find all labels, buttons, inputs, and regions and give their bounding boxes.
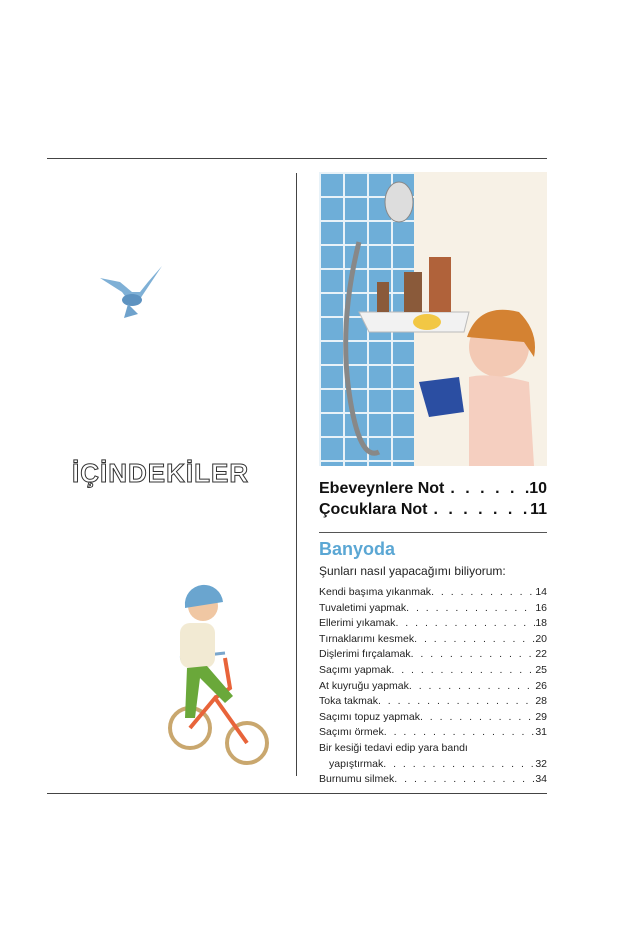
toc-entry[interactable]: [319, 679, 547, 695]
dot-leader: [409, 679, 535, 695]
entry-label: Tırnaklarımı kesmek: [319, 632, 415, 645]
entry-page: 34: [535, 773, 547, 786]
column-divider: [296, 173, 297, 776]
entry-label: Toka takmak: [319, 695, 378, 708]
entry-page: 22: [535, 648, 547, 661]
entry-page: 29: [535, 710, 547, 723]
entry-page: 26: [535, 679, 547, 692]
dot-leader: [406, 601, 535, 617]
entry-page: 10: [529, 480, 547, 497]
toc-entry[interactable]: [319, 725, 547, 741]
toc-entry[interactable]: [319, 772, 547, 788]
section-divider: [319, 532, 547, 533]
page-title: İÇİNDEKİLER: [72, 458, 250, 488]
toc-entry[interactable]: [319, 585, 547, 601]
entry-label: Ellerimi yıkamak: [319, 617, 396, 630]
toc-entry[interactable]: [319, 647, 547, 663]
section-title: Banyoda: [319, 539, 396, 559]
entry-label: Çocuklara Not: [319, 501, 428, 518]
entry-label: Burnumu silmek: [319, 773, 395, 786]
entry-label: Saçımı örmek: [319, 726, 384, 739]
toc-list: [319, 585, 547, 788]
toc-entry[interactable]: [319, 601, 547, 617]
boy-on-bike-illustration: [165, 578, 275, 778]
toc-entry[interactable]: [319, 616, 547, 632]
bird-illustration: [98, 262, 166, 322]
entry-page: 16: [535, 601, 547, 614]
entry-label: Kendi başıma yıkanmak: [319, 586, 432, 598]
toc-entry[interactable]: [319, 757, 547, 773]
top-rule: [47, 158, 547, 159]
dot-leader: [384, 725, 536, 741]
entry-label: At kuyruğu yapmak: [319, 679, 409, 692]
entry-label: Tuvaletimi yapmak: [319, 601, 407, 614]
dot-leader: [420, 710, 535, 726]
toc-entry-children-note[interactable]: [319, 499, 547, 520]
entry-page: 18: [535, 617, 547, 630]
toc-entry-line[interactable]: [319, 741, 547, 757]
entry-label: Saçımı yapmak: [319, 663, 392, 676]
dot-leader: [444, 478, 529, 499]
entry-page: 14: [535, 586, 547, 598]
dot-leader: [395, 616, 535, 632]
entry-page: 25: [535, 663, 547, 676]
dot-leader: [378, 694, 535, 710]
entry-page: 20: [535, 632, 547, 645]
entry-page: 32: [535, 757, 547, 770]
entry-page: 31: [535, 726, 547, 739]
entry-label: Saçımı topuz yapmak: [319, 710, 420, 723]
dot-leader: [383, 757, 535, 773]
toc-entry-parents-note[interactable]: [319, 478, 547, 499]
entry-label: Ebeveynlere Not: [319, 480, 445, 497]
intro-list: [319, 478, 547, 520]
toc-entry[interactable]: [319, 663, 547, 679]
toc-entry[interactable]: [319, 694, 547, 710]
dot-leader: [391, 663, 535, 679]
dot-leader: [427, 499, 530, 520]
toc-entry[interactable]: [319, 632, 547, 648]
entry-label: Dişlerimi fırçalamak: [319, 648, 411, 661]
dot-leader: [431, 585, 535, 601]
entry-page: 11: [530, 501, 547, 518]
entry-label: yapıştırmak: [329, 757, 384, 770]
entry-page: 28: [535, 695, 547, 708]
bathroom-illustration: [319, 172, 547, 466]
toc-entry[interactable]: [319, 710, 547, 726]
dot-leader: [411, 647, 536, 663]
entry-label: Bir kesiği tedavi edip yara bandı: [319, 741, 468, 754]
dot-leader: [394, 772, 535, 788]
dot-leader: [414, 632, 535, 648]
bottom-rule: [47, 793, 547, 794]
section-subtitle: Şunları nasıl yapacağımı biliyorum:: [319, 564, 506, 578]
